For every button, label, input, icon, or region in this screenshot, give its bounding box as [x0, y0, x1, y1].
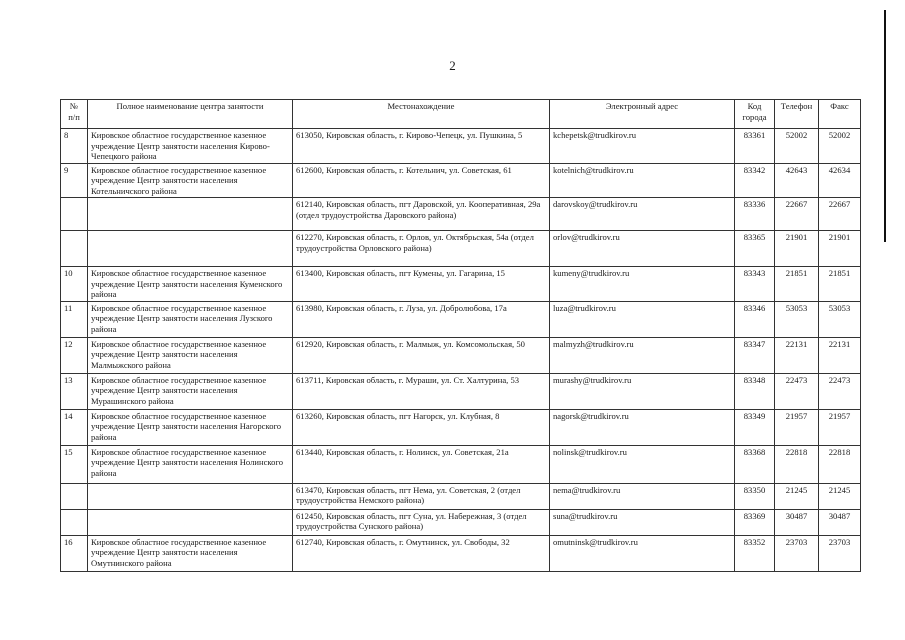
- phone: 22667: [775, 198, 819, 231]
- phone: 30487: [775, 509, 819, 535]
- page-edge-line: [884, 10, 886, 242]
- table-row: [61, 509, 861, 535]
- center-address: 613711, Кировская область, г. Мураши, ул. Ст. Халтурина, 53: [293, 373, 550, 409]
- center-address: 612920, Кировская область, г. Малмыж, ул. Комсомольская, 50: [293, 337, 550, 373]
- row-num: [61, 483, 88, 509]
- phone: 22473: [775, 373, 819, 409]
- header-name: Полное наименование центра занятости: [88, 100, 293, 129]
- header-code: Код города: [735, 100, 775, 129]
- center-email: omutninsk@trudkirov.ru: [550, 535, 735, 571]
- fax: 22473: [819, 373, 861, 409]
- table-row: [61, 373, 861, 409]
- center-name: Кировское областное государственное казенное учреждение Центр занятости населения Куменского района: [88, 267, 293, 302]
- center-address: 613470, Кировская область, пгт Нема, ул. Советская, 2 (отдел трудоустройства Немского района): [293, 483, 550, 509]
- row-num: 14: [61, 409, 88, 445]
- row-num: 10: [61, 267, 88, 302]
- center-name: Кировское областное государственное казенное учреждение Центр занятости населения Нагорского района: [88, 409, 293, 445]
- fax: 21851: [819, 267, 861, 302]
- city-code: 83349: [735, 409, 775, 445]
- row-num: 9: [61, 163, 88, 198]
- header-email: Электронный адрес: [550, 100, 735, 129]
- fax: 52002: [819, 129, 861, 164]
- phone: 42643: [775, 163, 819, 198]
- row-num: [61, 231, 88, 267]
- center-address: 612450, Кировская область, пгт Суна, ул. Набережная, 3 (отдел трудоустройства Сунского района): [293, 509, 550, 535]
- city-code: 83361: [735, 129, 775, 164]
- table-row: [61, 163, 861, 198]
- fax: 23703: [819, 535, 861, 571]
- row-num: 15: [61, 445, 88, 483]
- header-address: Местонахождение: [293, 100, 550, 129]
- center-address: 612140, Кировская область, пгт Даровской, ул. Кооперативная, 29а (отдел трудоустройства Даровского района): [293, 198, 550, 231]
- center-email: orlov@trudkirov.ru: [550, 231, 735, 267]
- center-name: Кировское областное государственное казенное учреждение Центр занятости населения Мурашинского района: [88, 373, 293, 409]
- center-name: Кировское областное государственное казенное учреждение Центр занятости населения Нолинского района: [88, 445, 293, 483]
- row-num: 11: [61, 301, 88, 337]
- center-email: nolinsk@trudkirov.ru: [550, 445, 735, 483]
- center-address: 612600, Кировская область, г. Котельнич, ул. Советская, 61: [293, 163, 550, 198]
- fax: 42634: [819, 163, 861, 198]
- city-code: 83336: [735, 198, 775, 231]
- table-row: [61, 409, 861, 445]
- table-row: [61, 267, 861, 302]
- center-address: 613050, Кировская область, г. Кирово-Чепецк, ул. Пушкина, 5: [293, 129, 550, 164]
- center-name: Кировское областное государственное казенное учреждение Центр занятости населения Кирово-Чепецкого района: [88, 129, 293, 164]
- center-email: nagorsk@trudkirov.ru: [550, 409, 735, 445]
- phone: 21957: [775, 409, 819, 445]
- center-address: 613440, Кировская область, г. Нолинск, ул. Советская, 21а: [293, 445, 550, 483]
- phone: 52002: [775, 129, 819, 164]
- row-num: 16: [61, 535, 88, 571]
- phone: 53053: [775, 301, 819, 337]
- city-code: 83352: [735, 535, 775, 571]
- employment-centers-table: [60, 99, 861, 572]
- center-email: nema@trudkirov.ru: [550, 483, 735, 509]
- fax: 21901: [819, 231, 861, 267]
- fax: 21957: [819, 409, 861, 445]
- row-num: 13: [61, 373, 88, 409]
- row-num: 8: [61, 129, 88, 164]
- center-email: murashy@trudkirov.ru: [550, 373, 735, 409]
- row-num: [61, 509, 88, 535]
- phone: 22131: [775, 337, 819, 373]
- fax: 53053: [819, 301, 861, 337]
- fax: 22667: [819, 198, 861, 231]
- table-row: [61, 129, 861, 164]
- fax: 22818: [819, 445, 861, 483]
- city-code: 83350: [735, 483, 775, 509]
- row-num: [61, 198, 88, 231]
- center-email: darovskoy@trudkirov.ru: [550, 198, 735, 231]
- city-code: 83346: [735, 301, 775, 337]
- phone: 21901: [775, 231, 819, 267]
- center-name: [88, 198, 293, 231]
- center-name: Кировское областное государственное казенное учреждение Центр занятости населения Малмыжского района: [88, 337, 293, 373]
- center-email: kotelnich@trudkirov.ru: [550, 163, 735, 198]
- city-code: 83347: [735, 337, 775, 373]
- table-row: [61, 198, 861, 231]
- city-code: 83368: [735, 445, 775, 483]
- center-email: kumeny@trudkirov.ru: [550, 267, 735, 302]
- center-address: 613260, Кировская область, пгт Нагорск, ул. Клубная, 8: [293, 409, 550, 445]
- center-address: 613400, Кировская область, пгт Кумены, ул. Гагарина, 15: [293, 267, 550, 302]
- city-code: 83348: [735, 373, 775, 409]
- center-address: 612740, Кировская область, г. Омутнинск, ул. Свободы, 32: [293, 535, 550, 571]
- table-header-row: [61, 100, 861, 129]
- center-address: 613980, Кировская область, г. Луза, ул. Добролюбова, 17а: [293, 301, 550, 337]
- center-name: Кировское областное государственное казенное учреждение Центр занятости населения Лузского района: [88, 301, 293, 337]
- center-name: [88, 483, 293, 509]
- phone: 23703: [775, 535, 819, 571]
- city-code: 83369: [735, 509, 775, 535]
- table-row: [61, 535, 861, 571]
- header-num: № п/п: [61, 100, 88, 129]
- phone: 21851: [775, 267, 819, 302]
- phone: 22818: [775, 445, 819, 483]
- center-email: malmyzh@trudkirov.ru: [550, 337, 735, 373]
- table-row: [61, 231, 861, 267]
- fax: 22131: [819, 337, 861, 373]
- center-name: [88, 231, 293, 267]
- header-fax: Факс: [819, 100, 861, 129]
- center-email: suna@trudkirov.ru: [550, 509, 735, 535]
- center-email: kchepetsk@trudkirov.ru: [550, 129, 735, 164]
- fax: 30487: [819, 509, 861, 535]
- city-code: 83365: [735, 231, 775, 267]
- phone: 21245: [775, 483, 819, 509]
- table-row: [61, 483, 861, 509]
- header-phone: Телефон: [775, 100, 819, 129]
- center-address: 612270, Кировская область, г. Орлов, ул. Октябрьская, 54а (отдел трудоустройства Орловского района): [293, 231, 550, 267]
- table-row: [61, 445, 861, 483]
- table-row: [61, 301, 861, 337]
- center-name: Кировское областное государственное казенное учреждение Центр занятости населения Котельничского района: [88, 163, 293, 198]
- fax: 21245: [819, 483, 861, 509]
- center-name: Кировское областное государственное казенное учреждение Центр занятости населения Омутнинского района: [88, 535, 293, 571]
- page-number: 2: [449, 58, 456, 73]
- row-num: 12: [61, 337, 88, 373]
- center-name: [88, 509, 293, 535]
- city-code: 83342: [735, 163, 775, 198]
- table-row: [61, 337, 861, 373]
- city-code: 83343: [735, 267, 775, 302]
- center-email: luza@trudkirov.ru: [550, 301, 735, 337]
